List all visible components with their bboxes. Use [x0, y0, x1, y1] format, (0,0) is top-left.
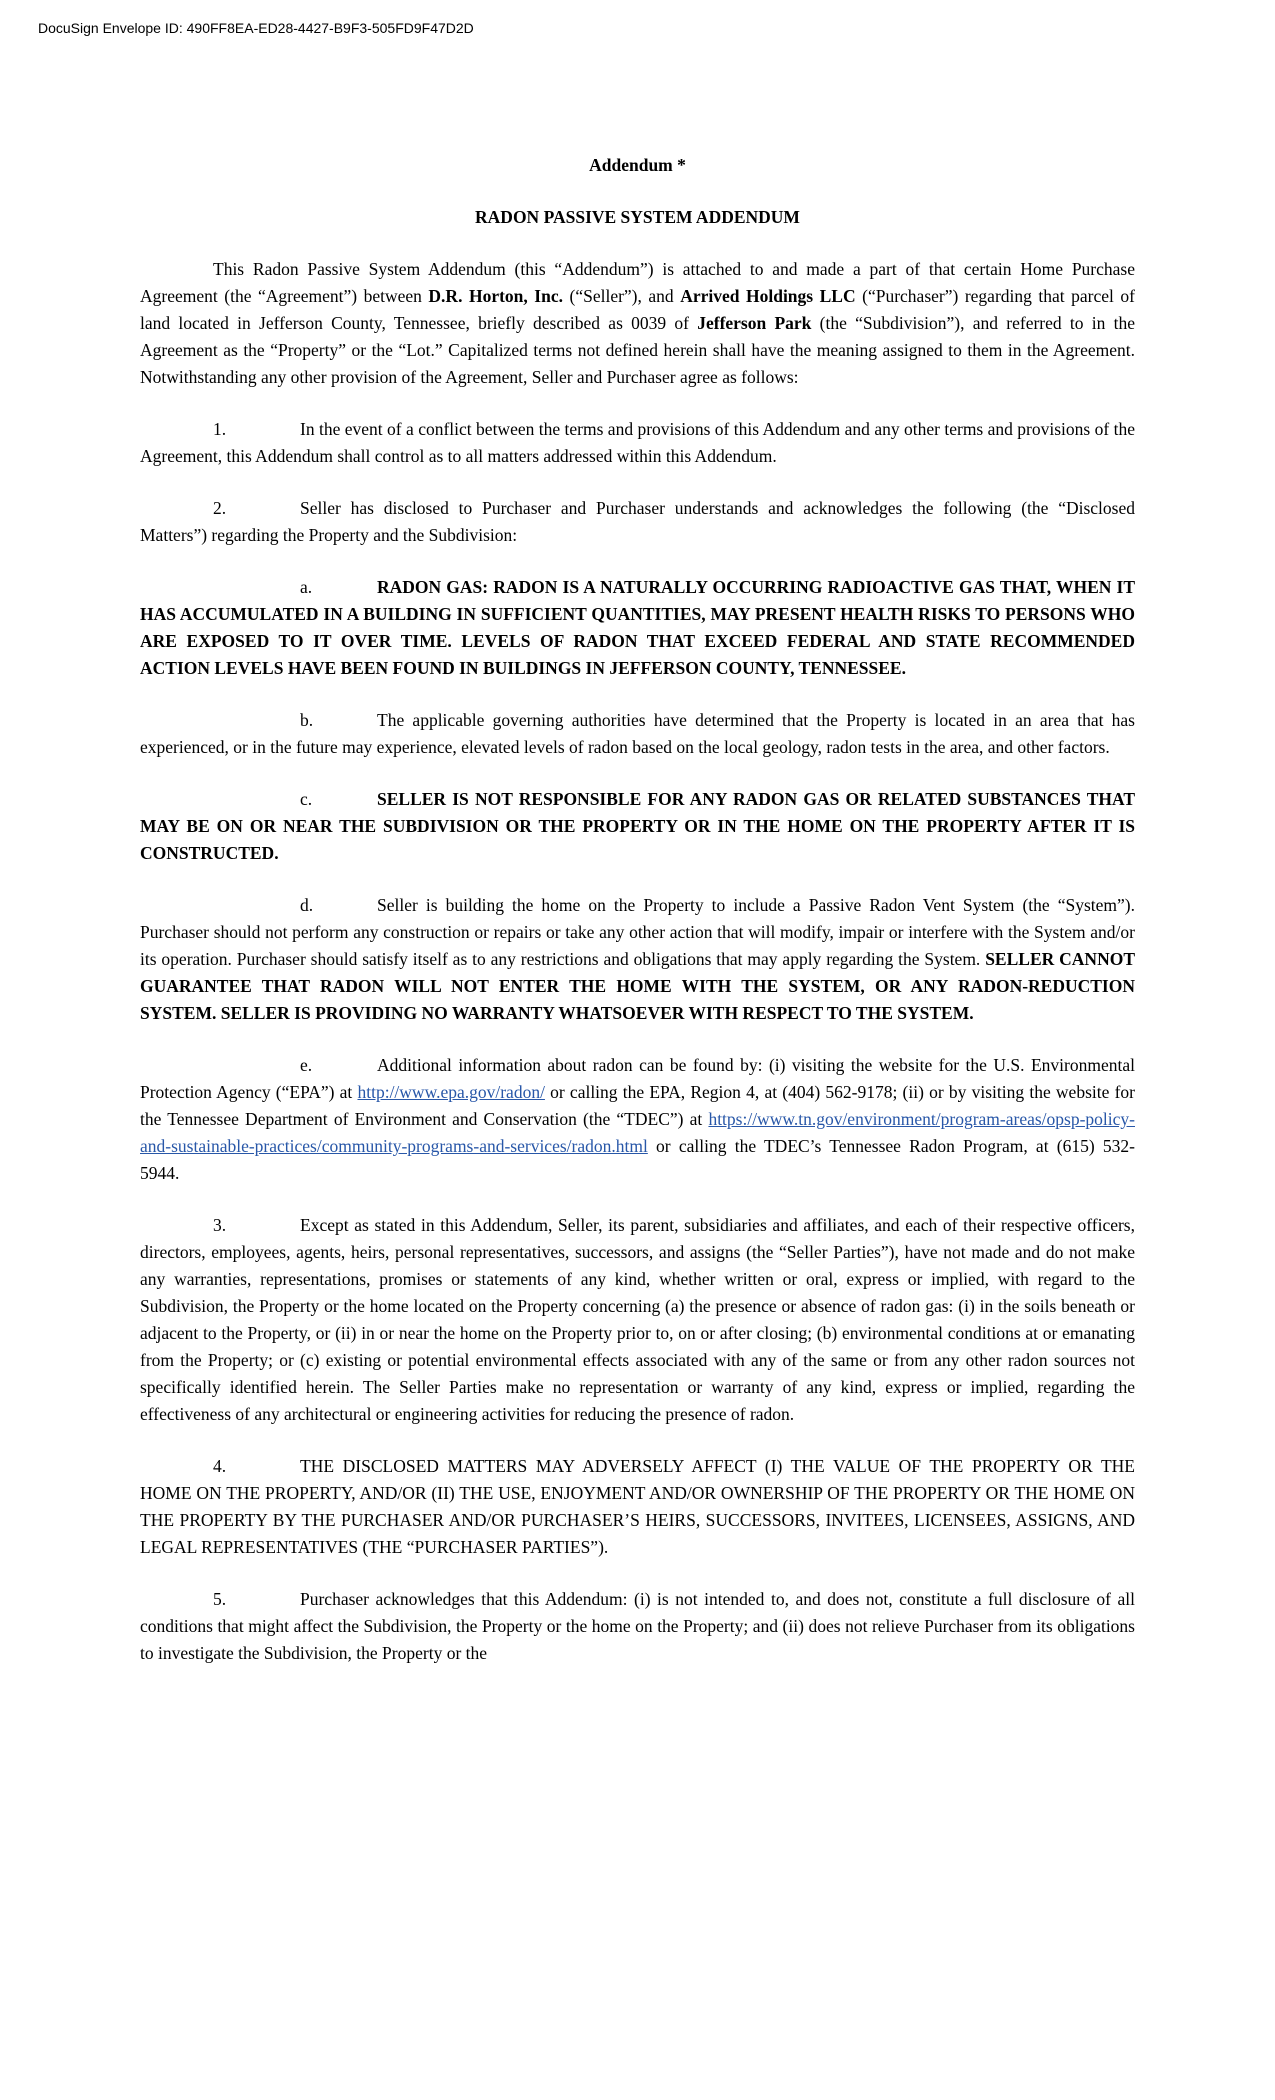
paragraph-1-number: 1. — [213, 419, 227, 439]
paragraph-2e-letter: e. — [300, 1055, 313, 1075]
bold-text-run: SELLER IS NOT RESPONSIBLE FOR ANY RADON GAS OR RELATED SUBSTANCES THAT MAY BE ON OR NEAR THE SUBDIVISION OR THE PROPERTY OR IN THE HOME ON THE PROPERTY AFTER IT IS CONSTRUCTED. — [140, 789, 1135, 863]
text-run: THE DISCLOSED MATTERS MAY ADVERSELY AFFECT (I) THE VALUE OF THE PROPERTY OR THE HOME ON THE PROPERTY, AND/OR (II) THE USE, ENJOYMENT AND/OR OWNERSHIP OF THE PROPERTY OR THE HOME ON THE PROPERTY BY THE PURCHASER AND/OR PURCHASER’S HEIRS, SUCCESSORS, INVITEES, LICENSEES, ASSIGNS, AND LEGAL REPRESENTATIVES (THE “PURCHASER PARTIES”). — [140, 1456, 1135, 1557]
text-run: or calling the TDEC’s Tennessee Radon Program, at (615) 532-5944. — [140, 1136, 1135, 1183]
text-run: This Radon Passive System Addendum (this “Addendum”) is attached to and made a part of that certain Home Purchase Agreement (the “Agreement”) between — [140, 259, 1135, 306]
paragraph-2a — [140, 574, 1135, 682]
paragraph-2a-letter: a. — [300, 577, 313, 597]
radon-addendum-heading: RADON PASSIVE SYSTEM ADDENDUM — [475, 207, 800, 227]
paragraph-2e-text — [140, 1055, 1135, 1183]
addendum-title: Addendum * — [589, 155, 686, 175]
hyperlink[interactable]: http://www.epa.gov/radon/ — [357, 1082, 545, 1102]
paragraph-2c-text — [140, 789, 1135, 863]
paragraph-4-number: 4. — [213, 1456, 227, 1476]
text-run: (the “Subdivision”), and referred to in the Agreement as the “Property” or the “Lot.” Capitalized terms not defined herein shall have the meaning assigned to them in the Agreement. Notwithstanding any other provision of the Agreement, Seller and Purchaser agree as follows: — [140, 313, 1135, 387]
bold-text-run: D.R. Horton, Inc. — [428, 286, 563, 306]
bold-text-run: SELLER CANNOT GUARANTEE THAT RADON WILL NOT ENTER THE HOME WITH THE SYSTEM, OR ANY RADON-REDUCTION SYSTEM. SELLER IS PROVIDING NO WARRANTY WHATSOEVER WITH RESPECT TO THE SYSTEM. — [140, 949, 1135, 1023]
document-body — [140, 152, 1135, 1692]
paragraph-2 — [140, 495, 1135, 549]
paragraph-2d-letter: d. — [300, 895, 314, 915]
bold-text-run: Arrived Holdings LLC — [680, 286, 856, 306]
paragraph-1 — [140, 416, 1135, 470]
text-run: or calling the EPA, Region 4, at (404) 562-9178; (ii) or by visiting the website for the Tennessee Department of Environment and Conservation (the “TDEC”) at — [140, 1082, 1135, 1129]
text-run: Additional information about radon can be found by: (i) visiting the website for the U.S. Environmental Protection Agency (“EPA”) at — [140, 1055, 1135, 1102]
paragraph-2b — [140, 707, 1135, 761]
paragraph-2a-text — [140, 577, 1135, 678]
paragraph-2b-text — [140, 710, 1135, 757]
text-run: Except as stated in this Addendum, Seller, its parent, subsidiaries and affiliates, and each of their respective officers, directors, employees, agents, heirs, personal representatives, successors, and assigns (the “Seller Parties”), have not made and do not make any warranties, representations, promises or statements of any kind, whether written or oral, express or implied, with regard to the Subdivision, the Property or the home located on the Property concerning (a) the presence or absence of radon gas: (i) in the soils beneath or adjacent to the Property, or (ii) in or near the home on the Property prior to, on or after closing; (b) environmental conditions at or emanating from the Property; or (c) existing or potential environmental effects associated with any of the same or from any other radon sources not specifically identified herein. The Seller Parties make no representation or warranty of any kind, express or implied, regarding the effectiveness of any architectural or engineering activities for reducing the presence of radon. — [140, 1215, 1135, 1424]
text-run: Seller has disclosed to Purchaser and Purchaser understands and acknowledges the following (the “Disclosed Matters”) regarding the Property and the Subdivision: — [140, 498, 1135, 545]
paragraph-2c-letter: c. — [300, 789, 313, 809]
text-run: The applicable governing authorities have determined that the Property is located in an area that has experienced, or in the future may experience, elevated levels of radon based on the local geology, radon tests in the area, and other factors. — [140, 710, 1135, 757]
paragraph-5-number: 5. — [213, 1589, 227, 1609]
paragraph-4 — [140, 1453, 1135, 1561]
intro-paragraph — [140, 256, 1135, 391]
paragraph-3 — [140, 1212, 1135, 1428]
docusign-envelope-id: DocuSign Envelope ID: 490FF8EA-ED28-4427-B9F3-505FD9F47D2D — [38, 20, 474, 36]
paragraph-2d — [140, 892, 1135, 1027]
bold-text-run: Jefferson Park — [697, 313, 812, 333]
bold-text-run: RADON GAS: RADON IS A NATURALLY OCCURRING RADIOACTIVE GAS THAT, WHEN IT HAS ACCUMULATED IN A BUILDING IN SUFFICIENT QUANTITIES, MAY PRESENT HEALTH RISKS TO PERSONS WHO ARE EXPOSED TO IT OVER TIME. LEVELS OF RADON THAT EXCEED FEDERAL AND STATE RECOMMENDED ACTION LEVELS HAVE BEEN FOUND IN BUILDINGS IN JEFFERSON COUNTY, TENNESSEE. — [140, 577, 1135, 678]
paragraph-2d-text — [140, 895, 1135, 1023]
intro-paragraph-text — [140, 259, 1135, 387]
text-run: Purchaser acknowledges that this Addendum: (i) is not intended to, and does not, constitute a full disclosure of all conditions that might affect the Subdivision, the Property or the home on the Property; and (ii) does not relieve Purchaser from its obligations to investigate the Subdivision, the Property or the — [140, 1589, 1135, 1663]
paragraph-3-text — [140, 1215, 1135, 1424]
paragraph-2-number: 2. — [213, 498, 227, 518]
hyperlink[interactable]: https://www.tn.gov/environment/program-areas/opsp-policy-and-sustainable-practices/community-programs-and-services/radon.html — [140, 1109, 1135, 1156]
paragraph-3-number: 3. — [213, 1215, 227, 1235]
text-run: (“Seller”), and — [562, 286, 681, 306]
paragraph-2c — [140, 786, 1135, 867]
paragraph-5 — [140, 1586, 1135, 1667]
text-run: (“Purchaser”) regarding that parcel of land located in Jefferson County, Tennessee, briefly described as 0039 of — [140, 286, 1135, 333]
paragraph-2e — [140, 1052, 1135, 1187]
text-run: In the event of a conflict between the terms and provisions of this Addendum and any other terms and provisions of the Agreement, this Addendum shall control as to all matters addressed within this Addendum. — [140, 419, 1135, 466]
paragraph-2b-letter: b. — [300, 710, 314, 730]
text-run: Seller is building the home on the Property to include a Passive Radon Vent System (the “System”). Purchaser should not perform any construction or repairs or take any other action that will modify, impair or interfere with the System and/or its operation. Purchaser should satisfy itself as to any restrictions and obligations that may apply regarding the System. — [140, 895, 1135, 969]
